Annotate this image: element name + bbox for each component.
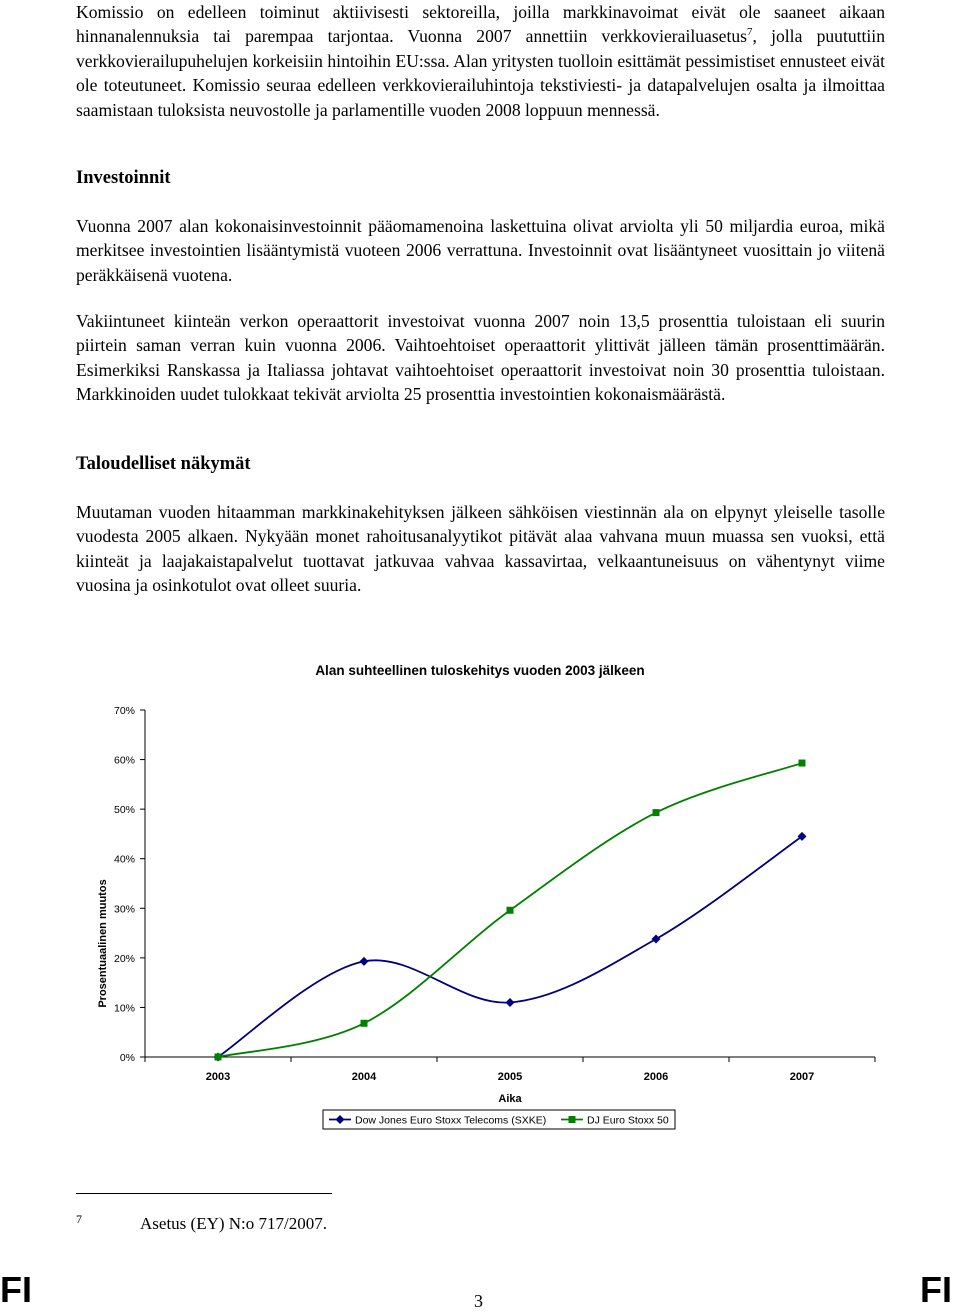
legend-label-1: Dow Jones Euro Stoxx Telecoms (SXKE) bbox=[355, 1114, 547, 1127]
data-point-series-2 bbox=[215, 1054, 222, 1061]
paragraph-operator-investments: Vakiintuneet kiinteän verkon operaattorit investoivat vuonna 2007 noin 13,5 prosenttia tuloistaan eli suurin piirtein saman verran kuin vuonna 2006. Vaihtoehtoiset operaattorit ylittivät jälleen tämän prosenttimäärän. Esimerkiksi Ranskassa ja Italiassa johtavat vaihtoehtoiset operaattorit investoivat noin 30 prosenttia tuloistaan. Markkinoiden uudet tulokkaat tekivät arviolta 25 prosenttia investointien kokonaismäärästä. bbox=[76, 311, 885, 405]
performance-line-chart bbox=[0, 640, 960, 1140]
y-tick-label: 60% bbox=[113, 754, 135, 767]
footnote-divider bbox=[76, 1193, 332, 1194]
y-axis-label: Prosentuaalinen muutos bbox=[97, 879, 109, 1008]
y-tick-label: 10% bbox=[113, 1002, 135, 1015]
legend-marker-2 bbox=[569, 1116, 576, 1123]
footnote-number: 7 bbox=[76, 1212, 82, 1226]
paragraph-roaming bbox=[76, 0, 885, 122]
data-point-series-1 bbox=[506, 998, 515, 1007]
y-tick-label: 40% bbox=[113, 853, 135, 866]
x-tick-label: 2007 bbox=[789, 1071, 815, 1083]
data-point-series-1 bbox=[652, 935, 661, 944]
x-tick-label: 2004 bbox=[351, 1071, 377, 1083]
paragraph-investments-total: Vuonna 2007 alan kokonaisinvestoinnit pääomamenoina laskettuina olivat arviolta yli 50 miljardia euroa, mikä merkitsee investointien lisääntymistä vuoteen 2006 verrattuna. Investoinnit ovat lisääntyneet vuosittain jo viitenä peräkkäisenä vuotena. bbox=[76, 216, 885, 285]
x-axis bbox=[145, 1057, 875, 1083]
x-tick-label: 2003 bbox=[205, 1071, 231, 1083]
chart-legend bbox=[323, 1110, 675, 1129]
y-axis bbox=[114, 705, 145, 1064]
footnote-reference: 7 bbox=[747, 26, 753, 39]
data-point-series-2 bbox=[361, 1020, 368, 1027]
paragraph-roaming-part2: , jolla puututtiin verkkovierailupuhelujen korkeisiin hintoihin EU:ssa. Alan yritysten tuolloin esittämät pessimistiset ennusteet eivät ole toteutuneet. Komissio seuraa edelleen verkkovierailuhintoja tekstiviesti- ja datapalvelujen osalta ja ilmoittaa saamistaan tuloksista neuvostolle ja parlamentille vuoden 2008 loppuun mennessä. bbox=[76, 26, 885, 120]
x-tick-label: 2005 bbox=[497, 1071, 523, 1083]
y-tick-label: 30% bbox=[113, 903, 135, 916]
data-point-series-2 bbox=[507, 907, 514, 914]
language-code-right: FI bbox=[920, 1269, 952, 1310]
x-axis-label: Aika bbox=[498, 1093, 522, 1105]
data-point-series-2 bbox=[799, 760, 806, 767]
y-tick-label: 20% bbox=[113, 952, 135, 965]
heading-taloudelliset-nakymat: Taloudelliset näkymät bbox=[76, 454, 251, 474]
y-tick-label: 50% bbox=[113, 804, 135, 817]
y-tick-label: 0% bbox=[119, 1052, 135, 1064]
data-point-series-2 bbox=[653, 809, 660, 816]
series-layer bbox=[214, 760, 807, 1062]
language-code-left: FI bbox=[0, 1269, 32, 1310]
x-tick-label: 2006 bbox=[643, 1071, 669, 1083]
paragraph-financial-outlook: Muutaman vuoden hitaamman markkinakehityksen jälkeen sähköisen viestinnän ala on elpynyt yleiselle tasolle vuodesta 2005 alkaen. Nykyään monet rahoitusanalyytikot pitävät alaa vahvana muun muassa sen vuoksi, että kiinteät ja laajakaistapalvelut tuottavat jatkuvaa vahvaa kassavirtaa, velkaantuneisuus on vähentynyt viime vuosina ja osinkotulot ovat olleet suuria. bbox=[76, 502, 885, 596]
heading-investoinnit: Investoinnit bbox=[76, 168, 171, 188]
chart-title: Alan suhteellinen tuloskehitys vuoden 2003 jälkeen bbox=[315, 663, 645, 678]
paragraph-roaming-part1: Komissio on edelleen toiminut aktiivisesti sektoreilla, joilla markkinavoimat eivät ole saaneet aikaan hinnanalennuksia tai parempaa tarjontaa. Vuonna 2007 annettiin verkkovierailuasetus bbox=[76, 2, 885, 47]
page-number: 3 bbox=[474, 1291, 483, 1311]
y-tick-label: 70% bbox=[113, 705, 135, 717]
data-point-series-1 bbox=[360, 957, 369, 966]
footnote-text: Asetus (EY) N:o 717/2007. bbox=[140, 1214, 327, 1233]
legend-label-2: DJ Euro Stoxx 50 bbox=[587, 1114, 669, 1127]
series-line-1 bbox=[218, 836, 802, 1057]
